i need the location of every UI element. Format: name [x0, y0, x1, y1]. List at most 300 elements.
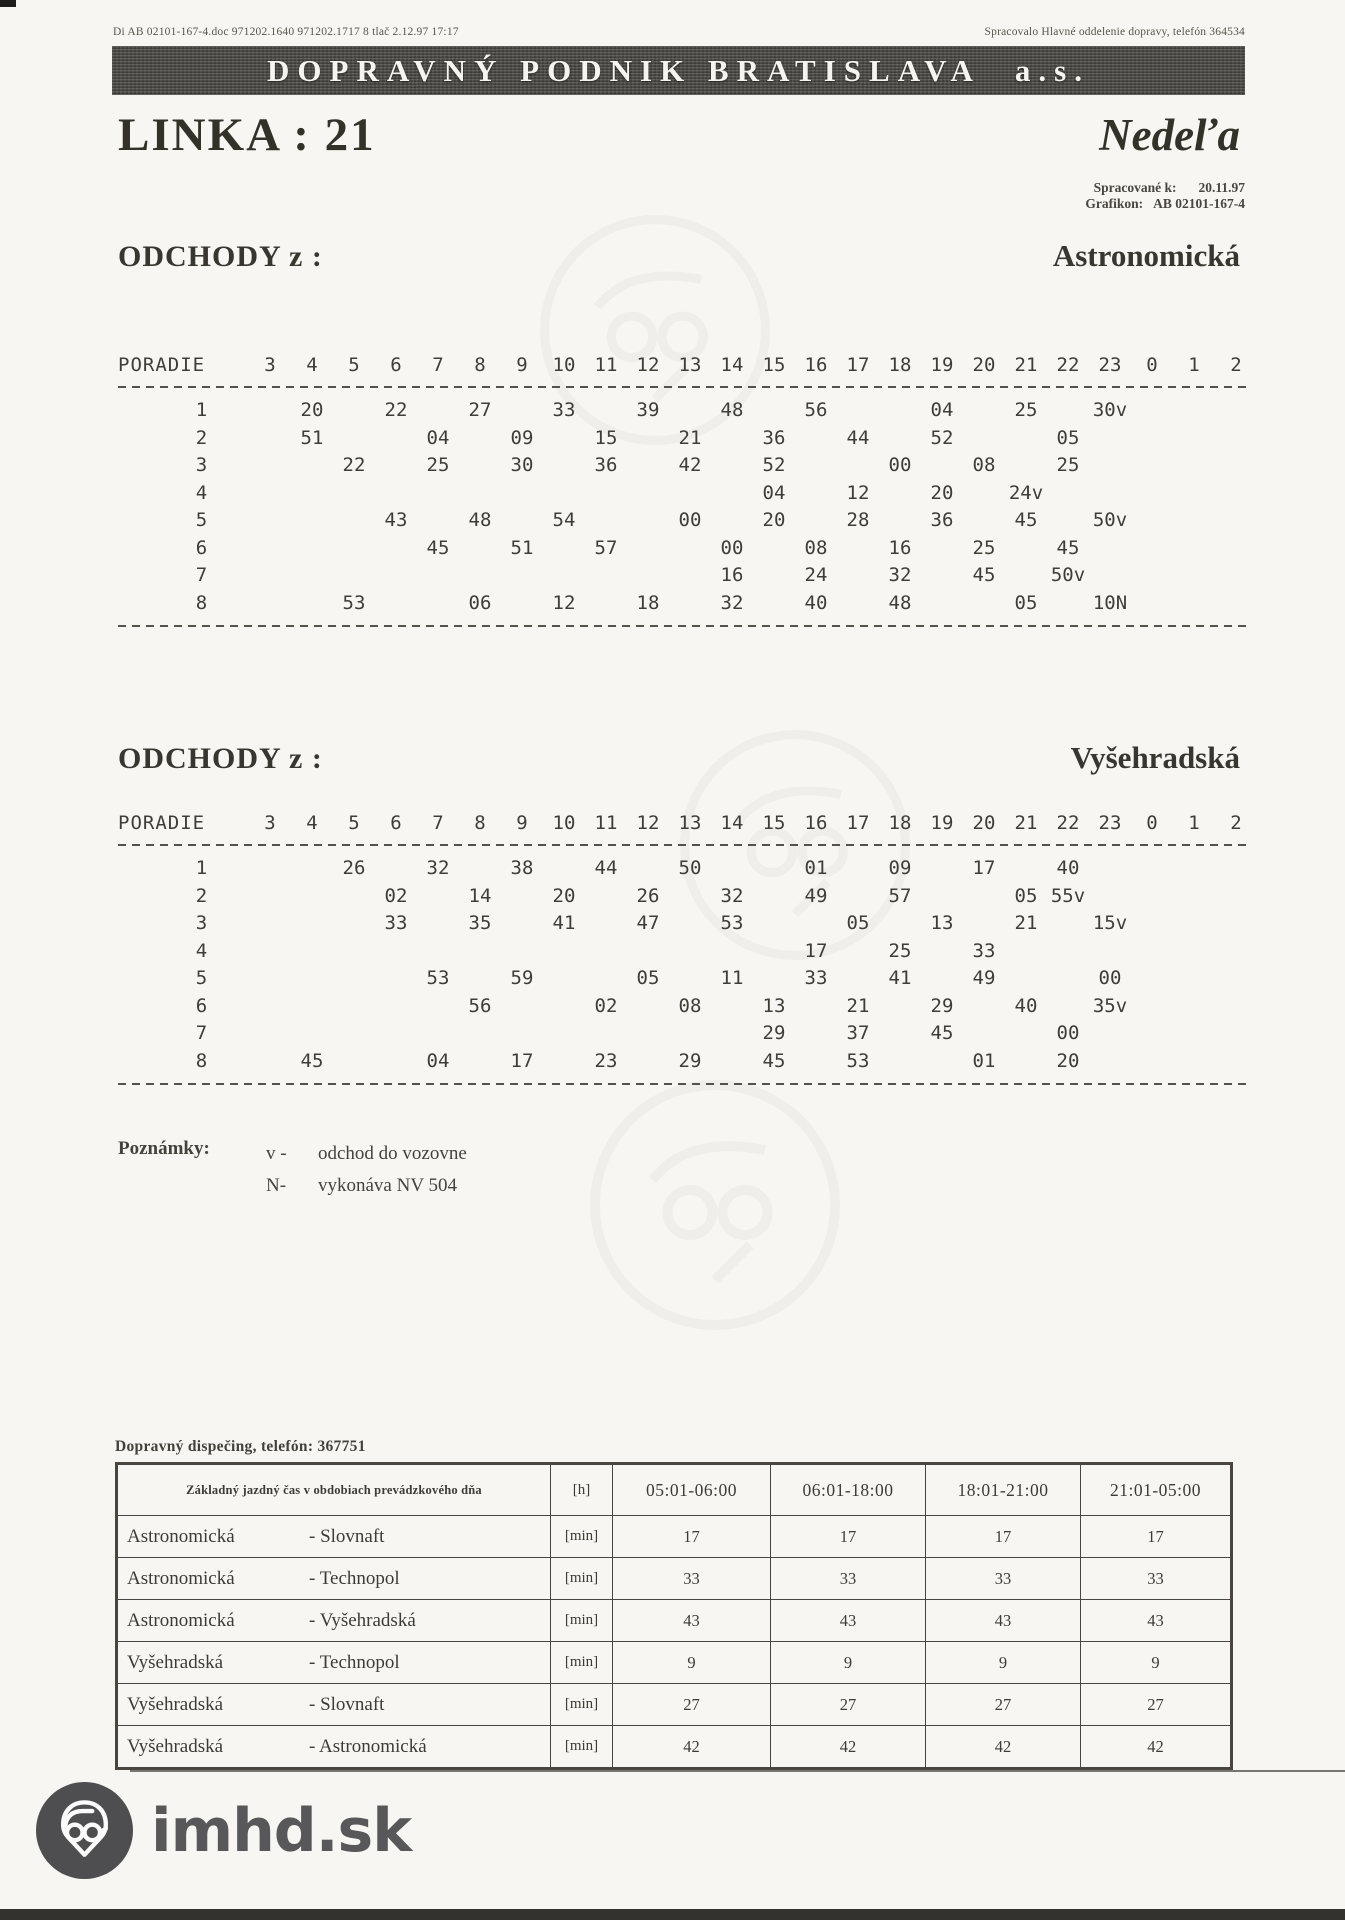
time-cell: 53 [720, 912, 744, 934]
hour-label: 12 [636, 812, 660, 834]
travel-table-row [117, 1684, 1232, 1726]
travel-value-cell: 17 [771, 1516, 926, 1558]
company-banner [112, 46, 1245, 95]
timetable-row [118, 452, 1268, 480]
travel-unit-cell: [min] [551, 1726, 613, 1769]
travel-value-cell: 9 [613, 1642, 771, 1684]
time-cell: 33 [552, 399, 576, 421]
timetable-row [118, 855, 1268, 883]
route-to: - Technopol [309, 1567, 400, 1589]
order-number: 4 [195, 481, 208, 504]
travel-value-cell: 27 [613, 1684, 771, 1726]
hour-label: 1 [1188, 812, 1200, 834]
hour-label: 18 [888, 812, 912, 834]
time-cell: 43 [384, 509, 408, 531]
processed-date-line [800, 180, 1245, 196]
time-cell: 17 [510, 1049, 534, 1072]
grafikon-line [800, 196, 1245, 212]
time-cell: 45 [1014, 509, 1038, 531]
time-cell: 25 [1056, 454, 1080, 476]
imhd-logo-text: imhd.sk [151, 1795, 412, 1866]
hour-label: 13 [678, 354, 702, 376]
grafikon-value: AB 02101-167-4 [1153, 196, 1245, 211]
time-cell: 00 [1056, 1022, 1080, 1044]
processing-info [800, 180, 1245, 212]
order-number: 5 [195, 509, 208, 531]
timetable-row [118, 938, 1268, 966]
time-cell: 13 [930, 912, 954, 934]
travel-value-cell: 43 [926, 1600, 1081, 1642]
order-number: 8 [195, 591, 208, 614]
time-cell: 44 [594, 857, 618, 879]
time-cell: 51 [300, 426, 324, 449]
travel-value-cell: 9 [1081, 1642, 1232, 1684]
travel-table-row [117, 1600, 1232, 1642]
time-cell: 29 [678, 1049, 702, 1072]
route-to: - Technopol [309, 1651, 400, 1673]
time-cell: 15 [594, 426, 618, 449]
hour-label: 15 [762, 354, 786, 376]
hour-label: 14 [720, 354, 744, 376]
time-cell: 48 [720, 399, 744, 421]
time-cell: 21 [678, 426, 702, 449]
imhd-logo-icon [36, 1782, 133, 1879]
route-from: Vyšehradská [127, 1693, 224, 1715]
note-line [266, 1138, 467, 1170]
hour-label: 14 [720, 812, 744, 834]
time-cell: 52 [930, 426, 954, 449]
timetable-row [118, 993, 1268, 1021]
travel-route-cell [117, 1558, 551, 1600]
time-cell: 33 [384, 912, 408, 934]
travel-unit-cell: [min] [551, 1600, 613, 1642]
route-to: - Slovnaft [309, 1693, 385, 1715]
time-cell: 33 [972, 939, 996, 962]
timetable-row [118, 883, 1268, 911]
hour-label: 5 [348, 354, 360, 376]
timetable-grid-vysehradska [118, 810, 1268, 1094]
grid-divider [118, 386, 1250, 388]
time-cell: 40 [1014, 994, 1038, 1017]
travel-value-cell: 17 [1081, 1516, 1232, 1558]
order-number: 7 [195, 564, 208, 586]
hour-label: 7 [432, 354, 444, 376]
order-number: 2 [195, 426, 208, 449]
time-cell: 40 [804, 591, 828, 614]
order-number: 6 [195, 994, 208, 1017]
travel-value-cell: 17 [926, 1516, 1081, 1558]
poradie-label: PORADIE [118, 812, 206, 834]
timetable-row [118, 1048, 1268, 1076]
time-cell: 30 [510, 454, 534, 476]
time-cell: 57 [594, 536, 618, 559]
note-text: vykonáva NV 504 [318, 1175, 457, 1196]
departures-header-vysehradska [118, 740, 1240, 776]
notes-label: Poznámky: [118, 1138, 210, 1159]
travel-value-cell: 42 [926, 1726, 1081, 1769]
travel-value-cell: 33 [1081, 1558, 1232, 1600]
hour-label: 16 [804, 354, 828, 376]
hour-label: 6 [390, 812, 402, 834]
time-cell: 08 [972, 454, 996, 476]
hour-label: 21 [1014, 354, 1038, 376]
travel-value-cell: 43 [771, 1600, 926, 1642]
travel-period-header: 21:01-05:00 [1081, 1464, 1232, 1516]
notes-section [118, 1138, 467, 1202]
time-cell: 05 [1056, 426, 1080, 449]
note-symbol: N- [266, 1175, 287, 1196]
travel-table-header-row [117, 1464, 1232, 1516]
travel-value-cell: 33 [613, 1558, 771, 1600]
grid-header-row [118, 352, 1268, 378]
order-number: 3 [195, 912, 208, 934]
time-cell: 12 [846, 481, 870, 504]
time-cell: 44 [846, 426, 870, 449]
timetable-row [118, 1020, 1268, 1048]
time-cell: 42 [678, 454, 702, 476]
travel-period-header: 05:01-06:00 [613, 1464, 771, 1516]
route-from: Vyšehradská [127, 1651, 224, 1673]
grid-divider [118, 1083, 1250, 1085]
time-cell: 00 [678, 509, 702, 531]
time-cell: 27 [468, 399, 492, 421]
hour-label: 11 [594, 812, 618, 834]
route-from: Vyšehradská [127, 1735, 224, 1757]
time-cell: 05 [1014, 591, 1038, 614]
hour-label: 2 [1230, 354, 1242, 376]
travel-value-cell: 42 [771, 1726, 926, 1769]
hour-label: 8 [474, 354, 486, 376]
route-from: Astronomická [127, 1567, 235, 1589]
time-cell: 29 [930, 994, 954, 1017]
order-number: 1 [195, 399, 208, 421]
time-cell: 02 [384, 884, 408, 907]
time-cell: 22 [342, 454, 366, 476]
time-cell: 02 [594, 994, 618, 1017]
time-cell: 51 [510, 536, 534, 559]
timetable-row [118, 535, 1268, 563]
hour-label: 8 [474, 812, 486, 834]
time-cell: 32 [426, 857, 450, 879]
hour-label: 23 [1098, 354, 1122, 376]
time-cell: 28 [846, 509, 870, 531]
time-cell: 37 [846, 1022, 870, 1044]
route-from: Astronomická [127, 1525, 235, 1547]
document-meta-row [113, 26, 1245, 38]
meta-department-info: Spracovalo Hlavné oddelenie dopravy, telefón 364534 [984, 26, 1245, 38]
travel-value-cell: 42 [613, 1726, 771, 1769]
time-cell: 17 [804, 939, 828, 962]
time-cell: 05 [846, 912, 870, 934]
title-bar [118, 108, 1240, 162]
time-cell: 25 [972, 536, 996, 559]
time-cell: 39 [636, 399, 660, 421]
hour-label: 19 [930, 354, 954, 376]
time-cell: 49 [972, 967, 996, 989]
time-cell: 04 [930, 399, 954, 421]
stop-name-vysehradska: Vyšehradská [1070, 740, 1240, 775]
time-cell: 41 [552, 912, 576, 934]
timetable-row [118, 562, 1268, 590]
time-cell: 04 [426, 1049, 450, 1072]
time-cell: 54 [552, 509, 576, 531]
time-cell: 50 [678, 857, 702, 879]
hour-label: 1 [1188, 354, 1200, 376]
time-cell: 09 [888, 857, 912, 879]
travel-value-cell: 27 [1081, 1684, 1232, 1726]
order-number: 7 [195, 1022, 208, 1044]
hour-label: 3 [264, 812, 276, 834]
travel-table-row [117, 1642, 1232, 1684]
time-cell: 08 [678, 994, 702, 1017]
time-cell: 41 [888, 967, 912, 989]
travel-route-cell [117, 1726, 551, 1769]
order-number: 5 [195, 967, 208, 989]
hour-label: 9 [516, 812, 528, 834]
time-cell: 25 [888, 939, 912, 962]
travel-value-cell: 42 [1081, 1726, 1232, 1769]
time-cell: 14 [468, 884, 492, 907]
hour-label: 9 [516, 354, 528, 376]
time-cell: 29 [762, 1022, 786, 1044]
route-from: Astronomická [127, 1609, 235, 1631]
time-cell: 00 [1098, 967, 1122, 989]
travel-unit-cell: [min] [551, 1684, 613, 1726]
travel-route-cell [117, 1642, 551, 1684]
time-cell: 49 [804, 884, 828, 907]
hour-label: 10 [552, 812, 576, 834]
route-to: - Astronomická [309, 1735, 427, 1757]
meta-file-info: Di AB 02101-167-4.doc 971202.1640 971202.1717 8 tlač 2.12.97 17:17 [113, 26, 459, 38]
time-cell: 12 [552, 591, 576, 614]
time-cell: 01 [804, 857, 828, 879]
time-cell: 20 [1056, 1049, 1080, 1072]
travel-value-cell: 9 [926, 1642, 1081, 1684]
time-cell: 48 [468, 509, 492, 531]
travel-unit-cell: [min] [551, 1642, 613, 1684]
company-name: DOPRAVNÝ PODNIK BRATISLAVA [267, 52, 981, 88]
travel-value-cell: 27 [771, 1684, 926, 1726]
travel-period-header: 06:01-18:00 [771, 1464, 926, 1516]
grid-divider [118, 844, 1250, 846]
scan-bottom-edge [0, 1909, 1345, 1920]
watermark-logo [590, 1080, 840, 1330]
time-cell: 40 [1056, 857, 1080, 879]
time-cell: 23 [594, 1049, 618, 1072]
time-cell: 15v [1092, 912, 1128, 934]
time-cell: 32 [720, 591, 744, 614]
time-cell: 45 [972, 564, 996, 586]
poradie-label: PORADIE [118, 354, 206, 376]
hour-label: 0 [1146, 354, 1158, 376]
hour-label: 15 [762, 812, 786, 834]
time-cell: 45 [1056, 536, 1080, 559]
time-cell: 36 [762, 426, 786, 449]
order-number: 6 [195, 536, 208, 559]
time-cell: 06 [468, 591, 492, 614]
travel-route-cell [117, 1684, 551, 1726]
stop-name-astronomicka: Astronomická [1052, 238, 1240, 273]
hour-label: 22 [1056, 354, 1080, 376]
timetable-grid-astronomicka [118, 352, 1268, 636]
time-cell: 50v [1092, 509, 1128, 531]
time-cell: 16 [720, 564, 744, 586]
travel-period-header: 18:01-21:00 [926, 1464, 1081, 1516]
time-cell: 26 [342, 857, 366, 879]
time-cell: 00 [720, 536, 744, 559]
time-cell: 45 [930, 1022, 954, 1044]
company-suffix: a.s. [1014, 52, 1090, 88]
time-cell: 45 [762, 1049, 786, 1072]
time-cell: 17 [972, 857, 996, 879]
timetable-row [118, 507, 1268, 535]
time-cell: 10N [1092, 591, 1128, 614]
hour-label: 17 [846, 812, 870, 834]
time-cell: 16 [888, 536, 912, 559]
time-cell: 36 [930, 509, 954, 531]
departures-label: ODCHODY z : [118, 240, 323, 273]
route-to: - Vyšehradská [309, 1609, 416, 1631]
day-of-week-title: Nedeľa [1099, 110, 1240, 160]
departures-label: ODCHODY z : [118, 742, 323, 775]
hour-label: 2 [1230, 812, 1242, 834]
departures-header-astronomicka [118, 238, 1240, 274]
hour-label: 23 [1098, 812, 1122, 834]
hour-label: 0 [1146, 812, 1158, 834]
notes-list [266, 1138, 467, 1202]
grid-header-row [118, 810, 1268, 836]
time-cell: 24v [1008, 481, 1044, 504]
time-cell: 53 [426, 967, 450, 989]
hour-label: 12 [636, 354, 660, 376]
travel-value-cell: 27 [926, 1684, 1081, 1726]
time-cell: 08 [804, 536, 828, 559]
time-cell: 09 [510, 426, 534, 449]
time-cell: 35 [468, 912, 492, 934]
time-cell: 50v [1050, 564, 1086, 586]
travel-table-row [117, 1558, 1232, 1600]
hour-label: 5 [348, 812, 360, 834]
timetable-row [118, 425, 1268, 453]
time-cell: 38 [510, 857, 534, 879]
grafikon-label: Grafikon: [1085, 196, 1144, 211]
timetable-row [118, 397, 1268, 425]
time-cell: 24 [804, 564, 828, 586]
hour-label: 4 [306, 812, 318, 834]
route-to: - Slovnaft [309, 1525, 385, 1547]
timetable-row [118, 480, 1268, 508]
time-cell: 05 [1014, 884, 1038, 907]
hour-label: 13 [678, 812, 702, 834]
time-cell: 53 [342, 591, 366, 614]
hour-label: 11 [594, 354, 618, 376]
travel-value-cell: 43 [613, 1600, 771, 1642]
travel-desc-header: Základný jazdný čas v obdobiach prevádzkového dňa [117, 1464, 551, 1516]
travel-value-cell: 9 [771, 1642, 926, 1684]
travel-table-body [117, 1516, 1232, 1769]
time-cell: 20 [552, 884, 576, 907]
hour-label: 17 [846, 354, 870, 376]
hour-label: 6 [390, 354, 402, 376]
time-cell: 25 [426, 454, 450, 476]
time-cell: 45 [300, 1049, 324, 1072]
travel-value-cell: 17 [613, 1516, 771, 1558]
line-number-title: LINKA : 21 [118, 109, 376, 161]
scan-corner-mark [0, 0, 16, 7]
travel-unit-cell: [min] [551, 1516, 613, 1558]
travel-unit-cell: [min] [551, 1558, 613, 1600]
time-cell: 04 [426, 426, 450, 449]
timetable-row [118, 590, 1268, 618]
hour-label: 10 [552, 354, 576, 376]
time-cell: 05 [636, 967, 660, 989]
timetable-row [118, 965, 1268, 993]
hour-label: 20 [972, 812, 996, 834]
time-cell: 04 [762, 481, 786, 504]
travel-table-row [117, 1516, 1232, 1558]
time-cell: 20 [300, 399, 324, 421]
time-cell: 26 [636, 884, 660, 907]
time-cell: 52 [762, 454, 786, 476]
time-cell: 00 [888, 454, 912, 476]
hour-label: 19 [930, 812, 954, 834]
hour-label: 4 [306, 354, 318, 376]
order-number: 1 [195, 857, 208, 879]
travel-value-cell: 33 [926, 1558, 1081, 1600]
note-line [266, 1170, 467, 1202]
grid-divider [118, 625, 1250, 627]
order-number: 2 [195, 884, 208, 907]
hour-label: 20 [972, 354, 996, 376]
time-cell: 55v [1050, 884, 1086, 907]
order-number: 8 [195, 1049, 208, 1072]
hour-label: 16 [804, 812, 828, 834]
time-cell: 57 [888, 884, 912, 907]
time-cell: 32 [720, 884, 744, 907]
travel-times-table [115, 1462, 1233, 1770]
note-text: odchod do vozovne [318, 1143, 467, 1164]
timetable-row [118, 910, 1268, 938]
hour-label: 18 [888, 354, 912, 376]
time-cell: 13 [762, 994, 786, 1017]
time-cell: 11 [720, 967, 744, 989]
scan-fold-line [130, 1770, 1345, 1772]
time-cell: 36 [594, 454, 618, 476]
travel-route-cell [117, 1516, 551, 1558]
travel-value-cell: 33 [771, 1558, 926, 1600]
hour-label: 22 [1056, 812, 1080, 834]
hour-label: 21 [1014, 812, 1038, 834]
hour-label: 3 [264, 354, 276, 376]
time-cell: 32 [888, 564, 912, 586]
travel-unit-header: [h] [551, 1464, 613, 1516]
travel-route-cell [117, 1600, 551, 1642]
time-cell: 30v [1092, 399, 1128, 421]
time-cell: 18 [636, 591, 660, 614]
time-cell: 21 [1014, 912, 1038, 934]
time-cell: 48 [888, 591, 912, 614]
order-number: 3 [195, 454, 208, 476]
time-cell: 33 [804, 967, 828, 989]
imhd-footer [36, 1782, 411, 1879]
time-cell: 56 [468, 994, 492, 1017]
time-cell: 25 [1014, 399, 1038, 421]
time-cell: 01 [972, 1049, 996, 1072]
time-cell: 47 [636, 912, 660, 934]
hour-label: 7 [432, 812, 444, 834]
time-cell: 35v [1092, 994, 1128, 1017]
time-cell: 56 [804, 399, 828, 421]
